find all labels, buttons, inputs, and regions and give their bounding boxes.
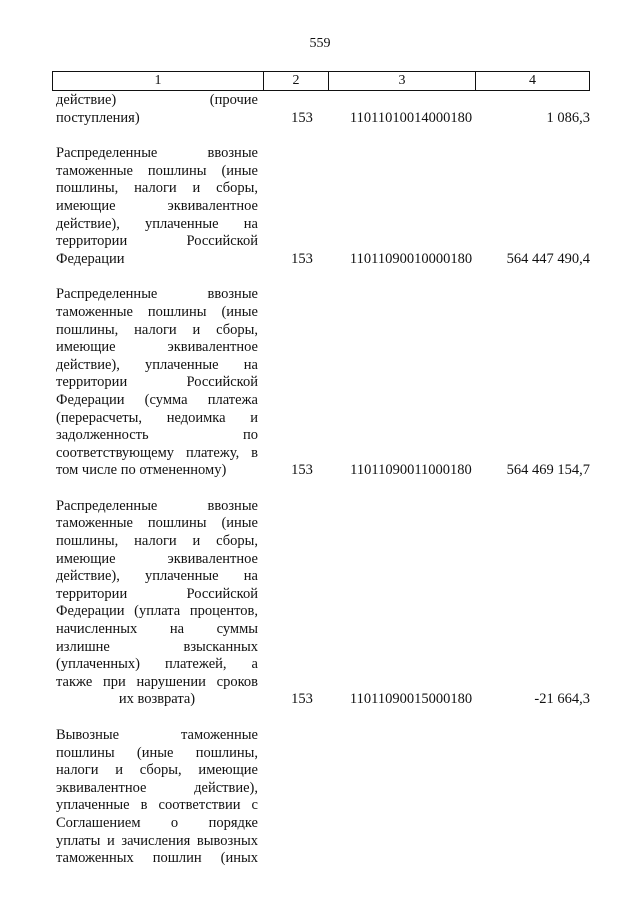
description-line: Распределенные ввозные	[56, 497, 258, 514]
table-row	[0, 92, 640, 127]
description-line: таможенные пошлины (иные	[56, 162, 258, 179]
table-row	[0, 727, 640, 868]
description-line: Распределенные ввозные	[56, 145, 258, 162]
header-col-4: 4	[529, 73, 536, 88]
row-gap	[0, 480, 640, 498]
table-body	[0, 92, 640, 868]
description-line: имеющие эквивалентное	[56, 339, 258, 356]
budget-class-code: 11011090011000180	[350, 462, 472, 479]
row-values	[0, 691, 640, 709]
admin-code: 153	[291, 462, 313, 479]
description-line: их возврата)	[118, 691, 196, 708]
budget-class-code: 11011090015000180	[349, 691, 473, 708]
row-gap	[0, 127, 640, 145]
budget-class-code: 11011090010000180	[349, 250, 473, 267]
row-values	[0, 110, 640, 128]
description-line: Распределенные ввозные	[56, 286, 258, 303]
description-line: Федерации (уплата процентов,	[56, 603, 258, 620]
description-line: территории Российской	[56, 585, 258, 602]
table-header	[52, 71, 590, 91]
description-line: таможенные пошлины (иные	[56, 303, 258, 320]
amount: -21 664,3	[534, 691, 590, 708]
description-line: соответствующему платежу, в	[56, 444, 258, 461]
row-description	[56, 498, 258, 709]
description-line: территории Российской	[56, 233, 258, 250]
description-line: (уплаченных) платежей, а	[56, 656, 258, 673]
description-line: пошлины, налоги и сборы,	[56, 321, 258, 338]
row-values	[0, 462, 640, 480]
header-col-1: 1	[53, 72, 264, 90]
description-line: том числе по отмененному)	[56, 462, 227, 479]
row-description	[56, 286, 258, 480]
table-row	[0, 145, 640, 268]
row-gap	[0, 709, 640, 727]
description-line: эквивалентное действие),	[56, 779, 258, 796]
admin-code: 153	[291, 250, 313, 267]
description-line: также при нарушении сроков	[56, 673, 258, 690]
description-line: пошлины (иные пошлины,	[56, 744, 258, 761]
admin-code: 153	[291, 109, 313, 126]
row-gap	[0, 268, 640, 286]
description-line: пошлины, налоги и сборы,	[56, 180, 258, 197]
description-line: действие), уплаченные на	[56, 356, 258, 373]
description-line: действие) (прочие	[56, 92, 258, 108]
description-line: таможенные пошлины (иные	[56, 515, 258, 532]
description-line: налоги и сборы, имеющие	[56, 762, 258, 779]
amount: 1 086,3	[546, 109, 590, 126]
description-line: Соглашением о порядке	[56, 814, 258, 831]
description-line: поступления)	[56, 109, 140, 126]
description-line: уплаты и зачисления вывозных	[56, 832, 258, 849]
description-line: имеющие эквивалентное	[56, 197, 258, 214]
description-line: уплаченные в соответствии с	[56, 797, 258, 814]
amount: 564 469 154,7	[506, 462, 590, 479]
description-line: территории Российской	[56, 374, 258, 391]
table-row	[0, 286, 640, 480]
table-row	[0, 498, 640, 709]
description-line: таможенных пошлин (иных	[56, 850, 258, 867]
page-number: 559	[309, 36, 331, 51]
row-description	[56, 727, 258, 868]
description-line: действие), уплаченные на	[56, 215, 258, 232]
description-line: начисленных на суммы	[56, 621, 258, 638]
description-line: имеющие эквивалентное	[56, 550, 258, 567]
header-col-3: 3	[329, 72, 476, 90]
amount: 564 447 490,4	[506, 250, 590, 267]
admin-code: 153	[291, 691, 313, 708]
description-line: задолженность по	[56, 427, 258, 444]
description-line: действие), уплаченные на	[56, 568, 258, 585]
description-line: излишне взысканных	[56, 638, 258, 655]
description-line: Федерации (сумма платежа	[56, 391, 258, 408]
row-values	[0, 251, 640, 269]
description-line: Федерации	[56, 250, 125, 267]
description-line: пошлины, налоги и сборы,	[56, 533, 258, 550]
description-line: Вывозные таможенные	[56, 727, 258, 743]
header-col-2: 2	[264, 72, 329, 90]
budget-class-code: 11011010014000180	[349, 109, 473, 126]
description-line: (перерасчеты, недоимка и	[56, 409, 258, 426]
